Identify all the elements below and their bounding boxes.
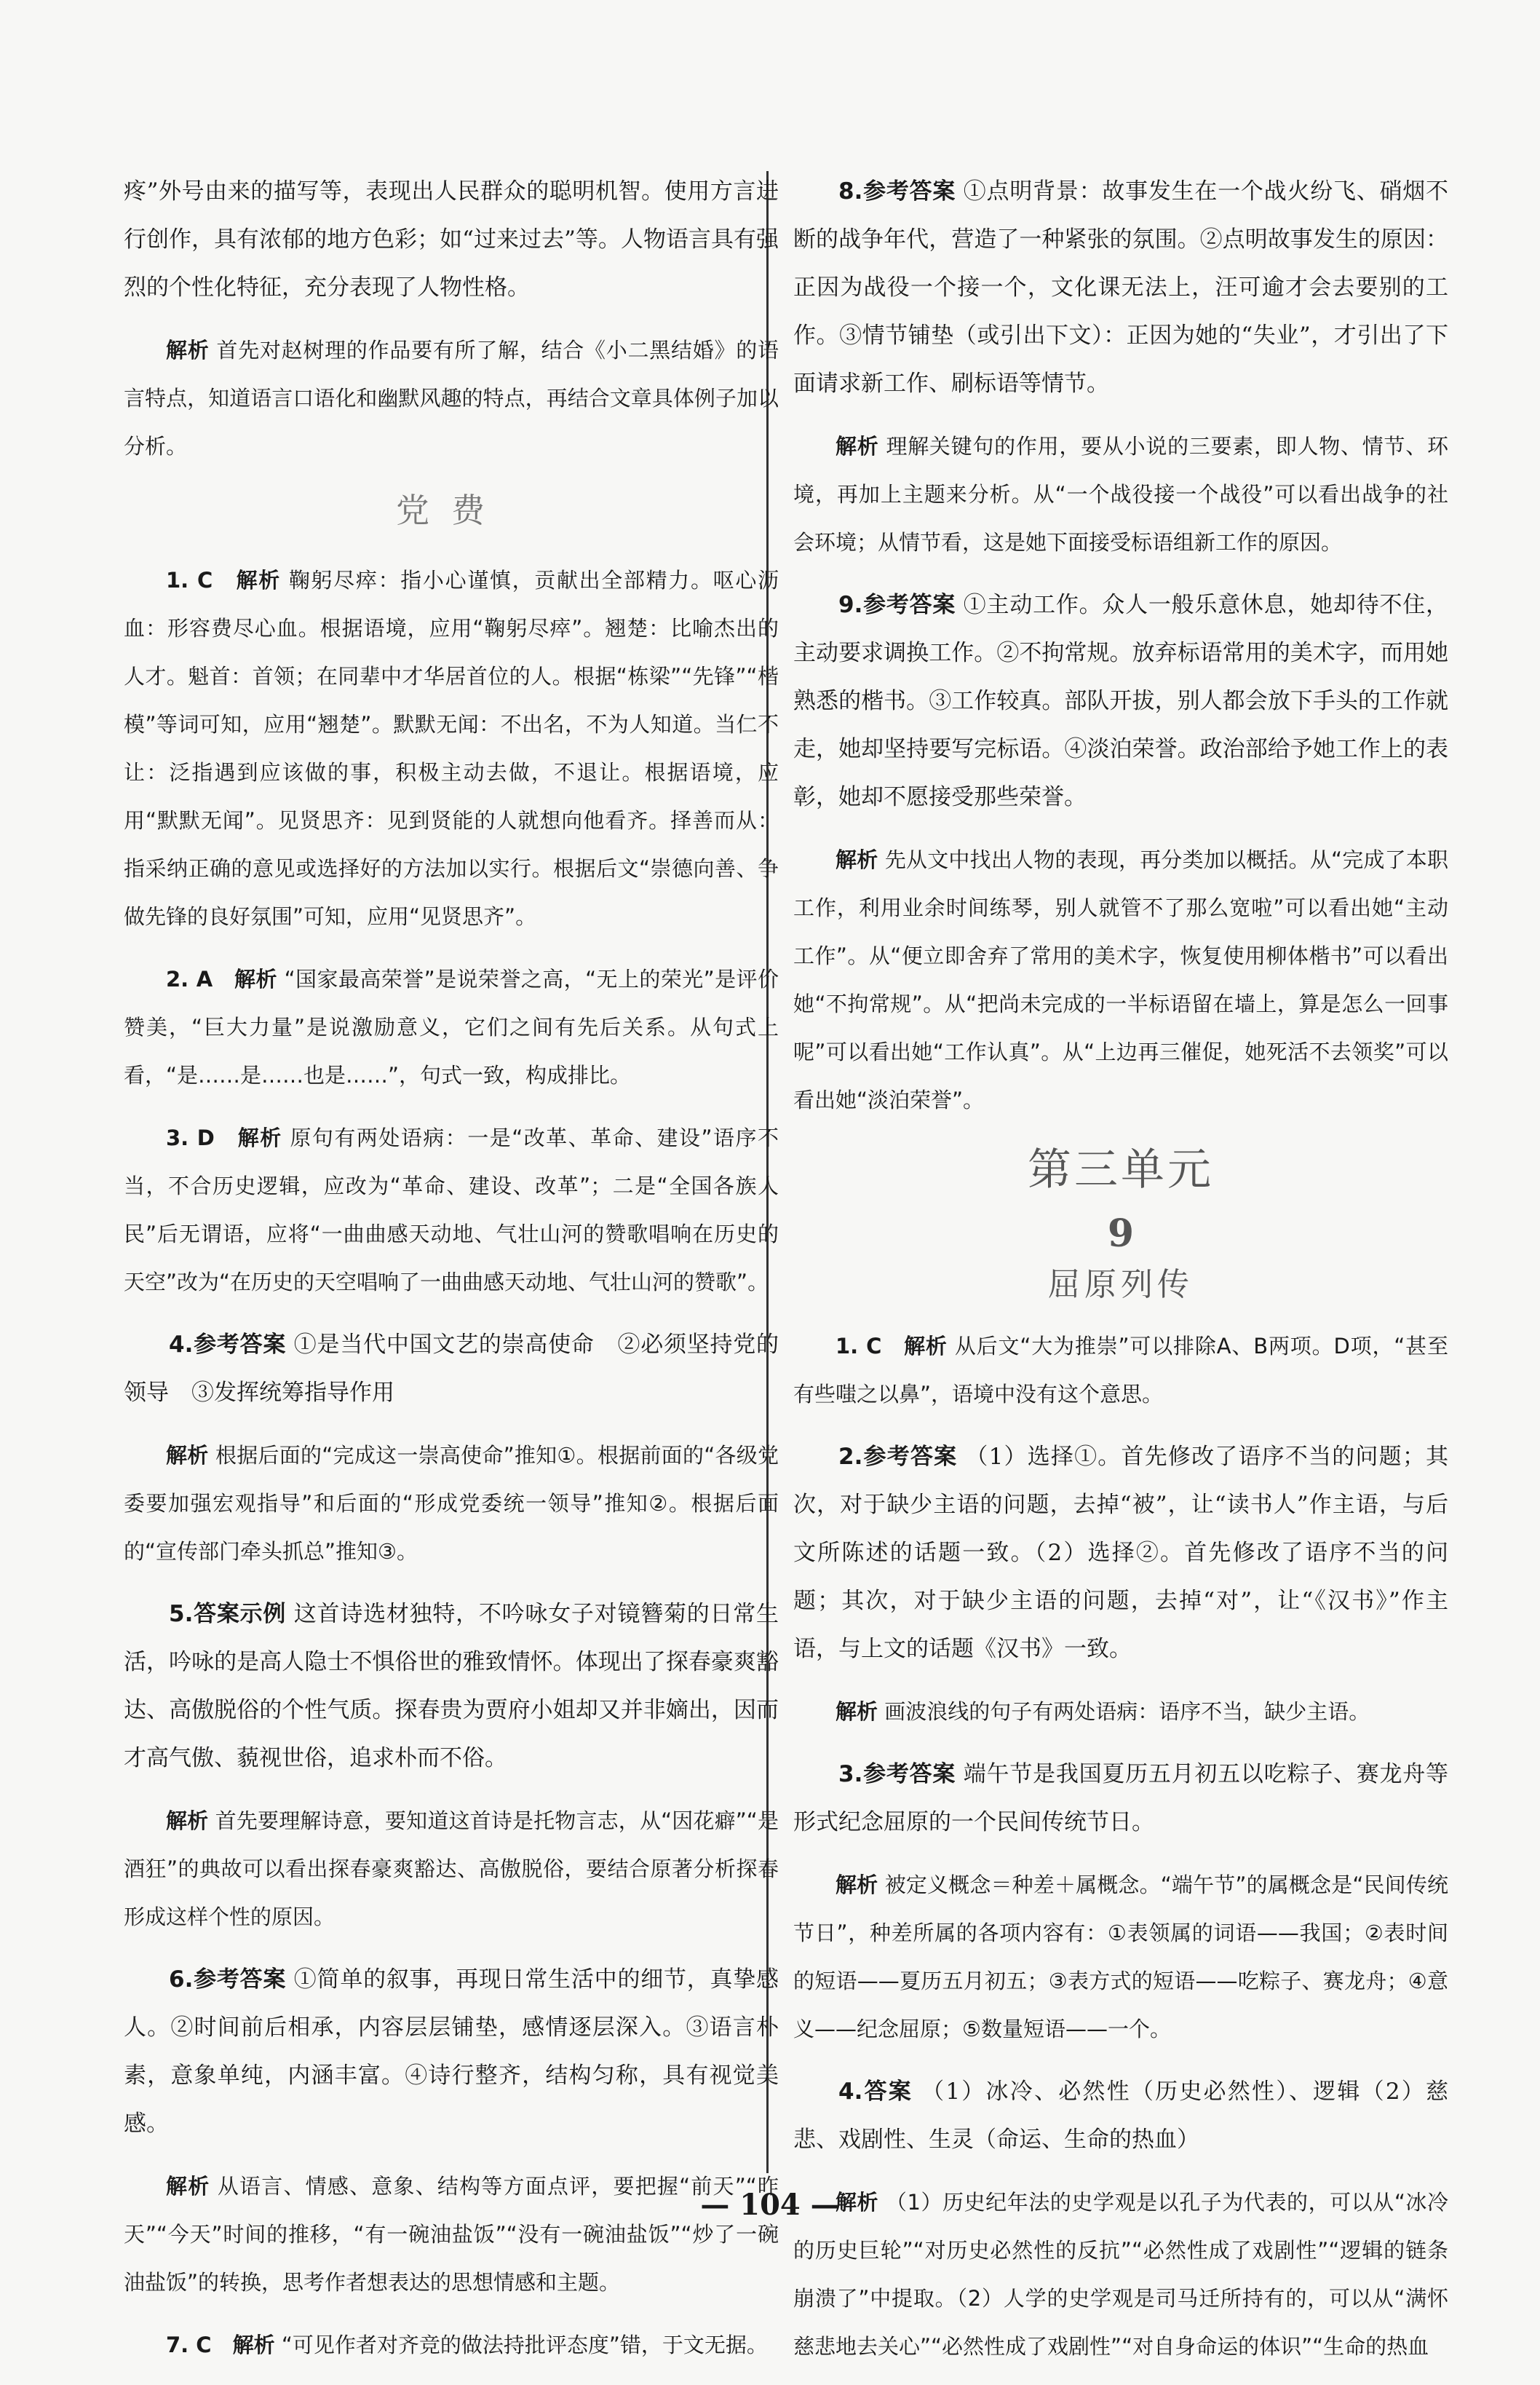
intro-explanation: 解析 首先对赵树理的作品要有所了解，结合《小二黑结婚》的语言特点，知道语言口语化和幽默风趣的特点，再结合文章具体例子加以分析。 xyxy=(124,338,779,459)
unit-title: 第三单元 xyxy=(1028,1144,1214,1195)
question-4-answer: 4.参考答案 ①是当代中国文艺的崇高使命 ②必须坚持党的领导 ③发挥统筹指导作用 xyxy=(124,1332,779,1406)
section-title-dangfei: 党费 xyxy=(396,491,507,530)
question-9-explanation: 解析 先从文中找出人物的表现，再分类加以概括。从“完成了本职工作，利用业余时间练琴，别人就管不了那么宽啦”可以看出她“主动工作”。从“便立即舍弃了常用的美术字，恢复使用柳体楷书”可以看出她“不拘常规”。从“把尚未完成的一半标语留在墙上，算是怎么一回事呢”可以看出她“工作认真”。从“上边再三催促，她死活不去领奖”可以看出她“淡泊荣誉”。 xyxy=(793,847,1448,1112)
right-column xyxy=(793,167,1448,2385)
question-7: 7. C 解析 “可见作者对齐竞的做法持批评态度”错，于文无据。 xyxy=(166,2333,768,2357)
lesson-question-4-explanation: 解析 （1）历史纪年法的史学观是以孔子为代表的，可以从“冰冷的历史巨轮”“对历史必然性的反抗”“必然性成了戏剧性”“逻辑的链条崩溃了”中提取。（2）人学的史学观是司马迁所持有的，可以从“满怀慈悲地去关心”“必然性成了戏剧性”“对自身命运的体识”“生命的热血 xyxy=(793,2190,1448,2359)
lesson-question-2-answer: 2.参考答案 （1）选择①。首先修改了语序不当的问题；其次，对于缺少主语的问题，去掉“被”，让“读书人”作主语，与后文所陈述的话题一致。（2）选择②。首先修改了语序不当的问题；其次，对于缺少主语的问题，去掉“对”，让“《汉书》”作主语，与上文的话题《汉书》一致。 xyxy=(793,1444,1449,1662)
question-6-explanation: 解析 从语言、情感、意象、结构等方面点评，要把握“前天”“昨天”“今天”时间的推移，“有一碗油盐饭”“没有一碗油盐饭”“炒了一碗油盐饭”的转换，思考作者想表达的思想情感和主题。 xyxy=(124,2174,779,2295)
lesson-question-3-answer: 3.参考答案 端午节是我国夏历五月初五以吃粽子、赛龙舟等形式纪念屈原的一个民间传统节日。 xyxy=(793,1761,1449,1835)
question-6-answer: 6.参考答案 ①简单的叙事，再现日常生活中的细节，真挚感人。②时间前后相承，内容层层铺垫，感情逐层深入。③语言朴素，意象单纯，内涵丰富。④诗行整齐，结构匀称，具有视觉美感。 xyxy=(124,1966,779,2137)
question-4-explanation: 解析 根据后面的“完成这一崇高使命”推知①。根据前面的“各级党委要加强宏观指导”和后面的“形成党委统一领导”推知②。根据后面的“宣传部门牵头抓总”推知③。 xyxy=(124,1443,779,1564)
lesson-number: 9 xyxy=(1107,1211,1135,1256)
question-8-answer: 8.参考答案 ①点明背景：故事发生在一个战火纷飞、硝烟不断的战争年代，营造了一种紧张的氛围。②点明故事发生的原因：正因为战役一个接一个，文化课无法上，汪可逾才会去要别的工作。③情节铺垫（或引出下文）：正因为她的“失业”，才引出了下面请求新工作、刷标语等情节。 xyxy=(793,178,1449,397)
intro-paragraph: 疼”外号由来的描写等，表现出人民群众的聪明机智。使用方言进行创作，具有浓郁的地方色彩；如“过来过去”等。人物语言具有强烈的个性化特征，充分表现了人物性格。 xyxy=(124,178,779,301)
page-number: — 104 — xyxy=(700,2188,840,2222)
lesson-question-3-explanation: 解析 被定义概念＝种差＋属概念。“端午节”的属概念是“民间传统节日”，种差所属的各项内容有：①表领属的词语——我国；②表时间的短语——夏历五月初五；③表方式的短语——吃粽子、赛龙舟；④意义——纪念屈原；⑤数量短语——一个。 xyxy=(793,1872,1448,2041)
left-column xyxy=(124,167,779,2384)
lesson-title: 屈原列传 xyxy=(1048,1266,1194,1303)
question-5-answer: 5.答案示例 这首诗选材独特，不吟咏女子对镜簪菊的日常生活，吟咏的是高人隐士不惧俗世的雅致情怀。体现出了探春豪爽豁达、高傲脱俗的个性气质。探春贵为贾府小姐却又并非嫡出，因而才高气傲、藐视世俗，追求朴而不俗。 xyxy=(124,1601,779,1771)
question-8-explanation: 解析 理解关键句的作用，要从小说的三要素，即人物、情节、环境，再加上主题来分析。从“一个战役接一个战役”可以看出战争的社会环境；从情节看，这是她下面接受标语组新工作的原因。 xyxy=(793,434,1448,555)
lesson-question-1: 1. C 解析 从后文“大为推崇”可以排除A、B两项。D项，“甚至有些嗤之以鼻”，语境中没有这个意思。 xyxy=(793,1334,1448,1407)
question-9-answer: 9.参考答案 ①主动工作。众人一般乐意休息，她却待不住，主动要求调换工作。②不拘常规。放弃标语常用的美术字，而用她熟悉的楷书。③工作较真。部队开拔，别人都会放下手头的工作就走，她却坚持要写完标语。④淡泊荣誉。政治部给予她工作上的表彰，她却不愿接受那些荣誉。 xyxy=(793,592,1449,810)
question-5-explanation: 解析 首先要理解诗意，要知道这首诗是托物言志，从“因花癖”“是酒狂”的典故可以看出探春豪爽豁达、高傲脱俗，要结合原著分析探春形成这样个性的原因。 xyxy=(124,1808,779,1929)
lesson-question-2-explanation: 解析 画波浪线的句子有两处语病：语序不当，缺少主语。 xyxy=(836,1699,1370,1724)
lesson-question-4-answer: 4.答案 （1）冰冷、必然性（历史必然性）、逻辑（2）慈悲、戏剧性、生灵（命运、生命的热血） xyxy=(793,2079,1449,2153)
question-3: 3. D 解析 原句有两处语病：一是“改革、革命、建设”语序不当，不合历史逻辑，应改为“革命、建设、改革”；二是“全国各族人民”后无谓语，应将“一曲曲感天动地、气壮山河的赞歌唱响在历史的天空”改为“在历史的天空唱响了一曲曲感天动地、气壮山河的赞歌”。 xyxy=(124,1126,779,1294)
question-1: 1. C 解析 鞠躬尽瘁：指小心谨慎，贡献出全部精力。呕心沥血：形容费尽心血。根据语境，应用“鞠躬尽瘁”。翘楚：比喻杰出的人才。魁首：首领；在同辈中才华居首位的人。根据“栋梁”“先锋”“楷模”等词可知，应用“翘楚”。默默无闻：不出名，不为人知道。当仁不让：泛指遇到应该做的事，积极主动去做，不退让。根据语境，应用“默默无闻”。见贤思齐：见到贤能的人就想向他看齐。择善而从：指采纳正确的意见或选择好的方法加以实行。根据后文“崇德向善、争做先锋的良好氛围”可知，应用“见贤思齐”。 xyxy=(124,568,779,929)
question-2: 2. A 解析 “国家最高荣誉”是说荣誉之高，“无上的荣光”是评价赞美，“巨大力量”是说激励意义，它们之间有先后关系。从句式上看，“是……是……也是……”，句式一致，构成排比。 xyxy=(124,967,779,1088)
